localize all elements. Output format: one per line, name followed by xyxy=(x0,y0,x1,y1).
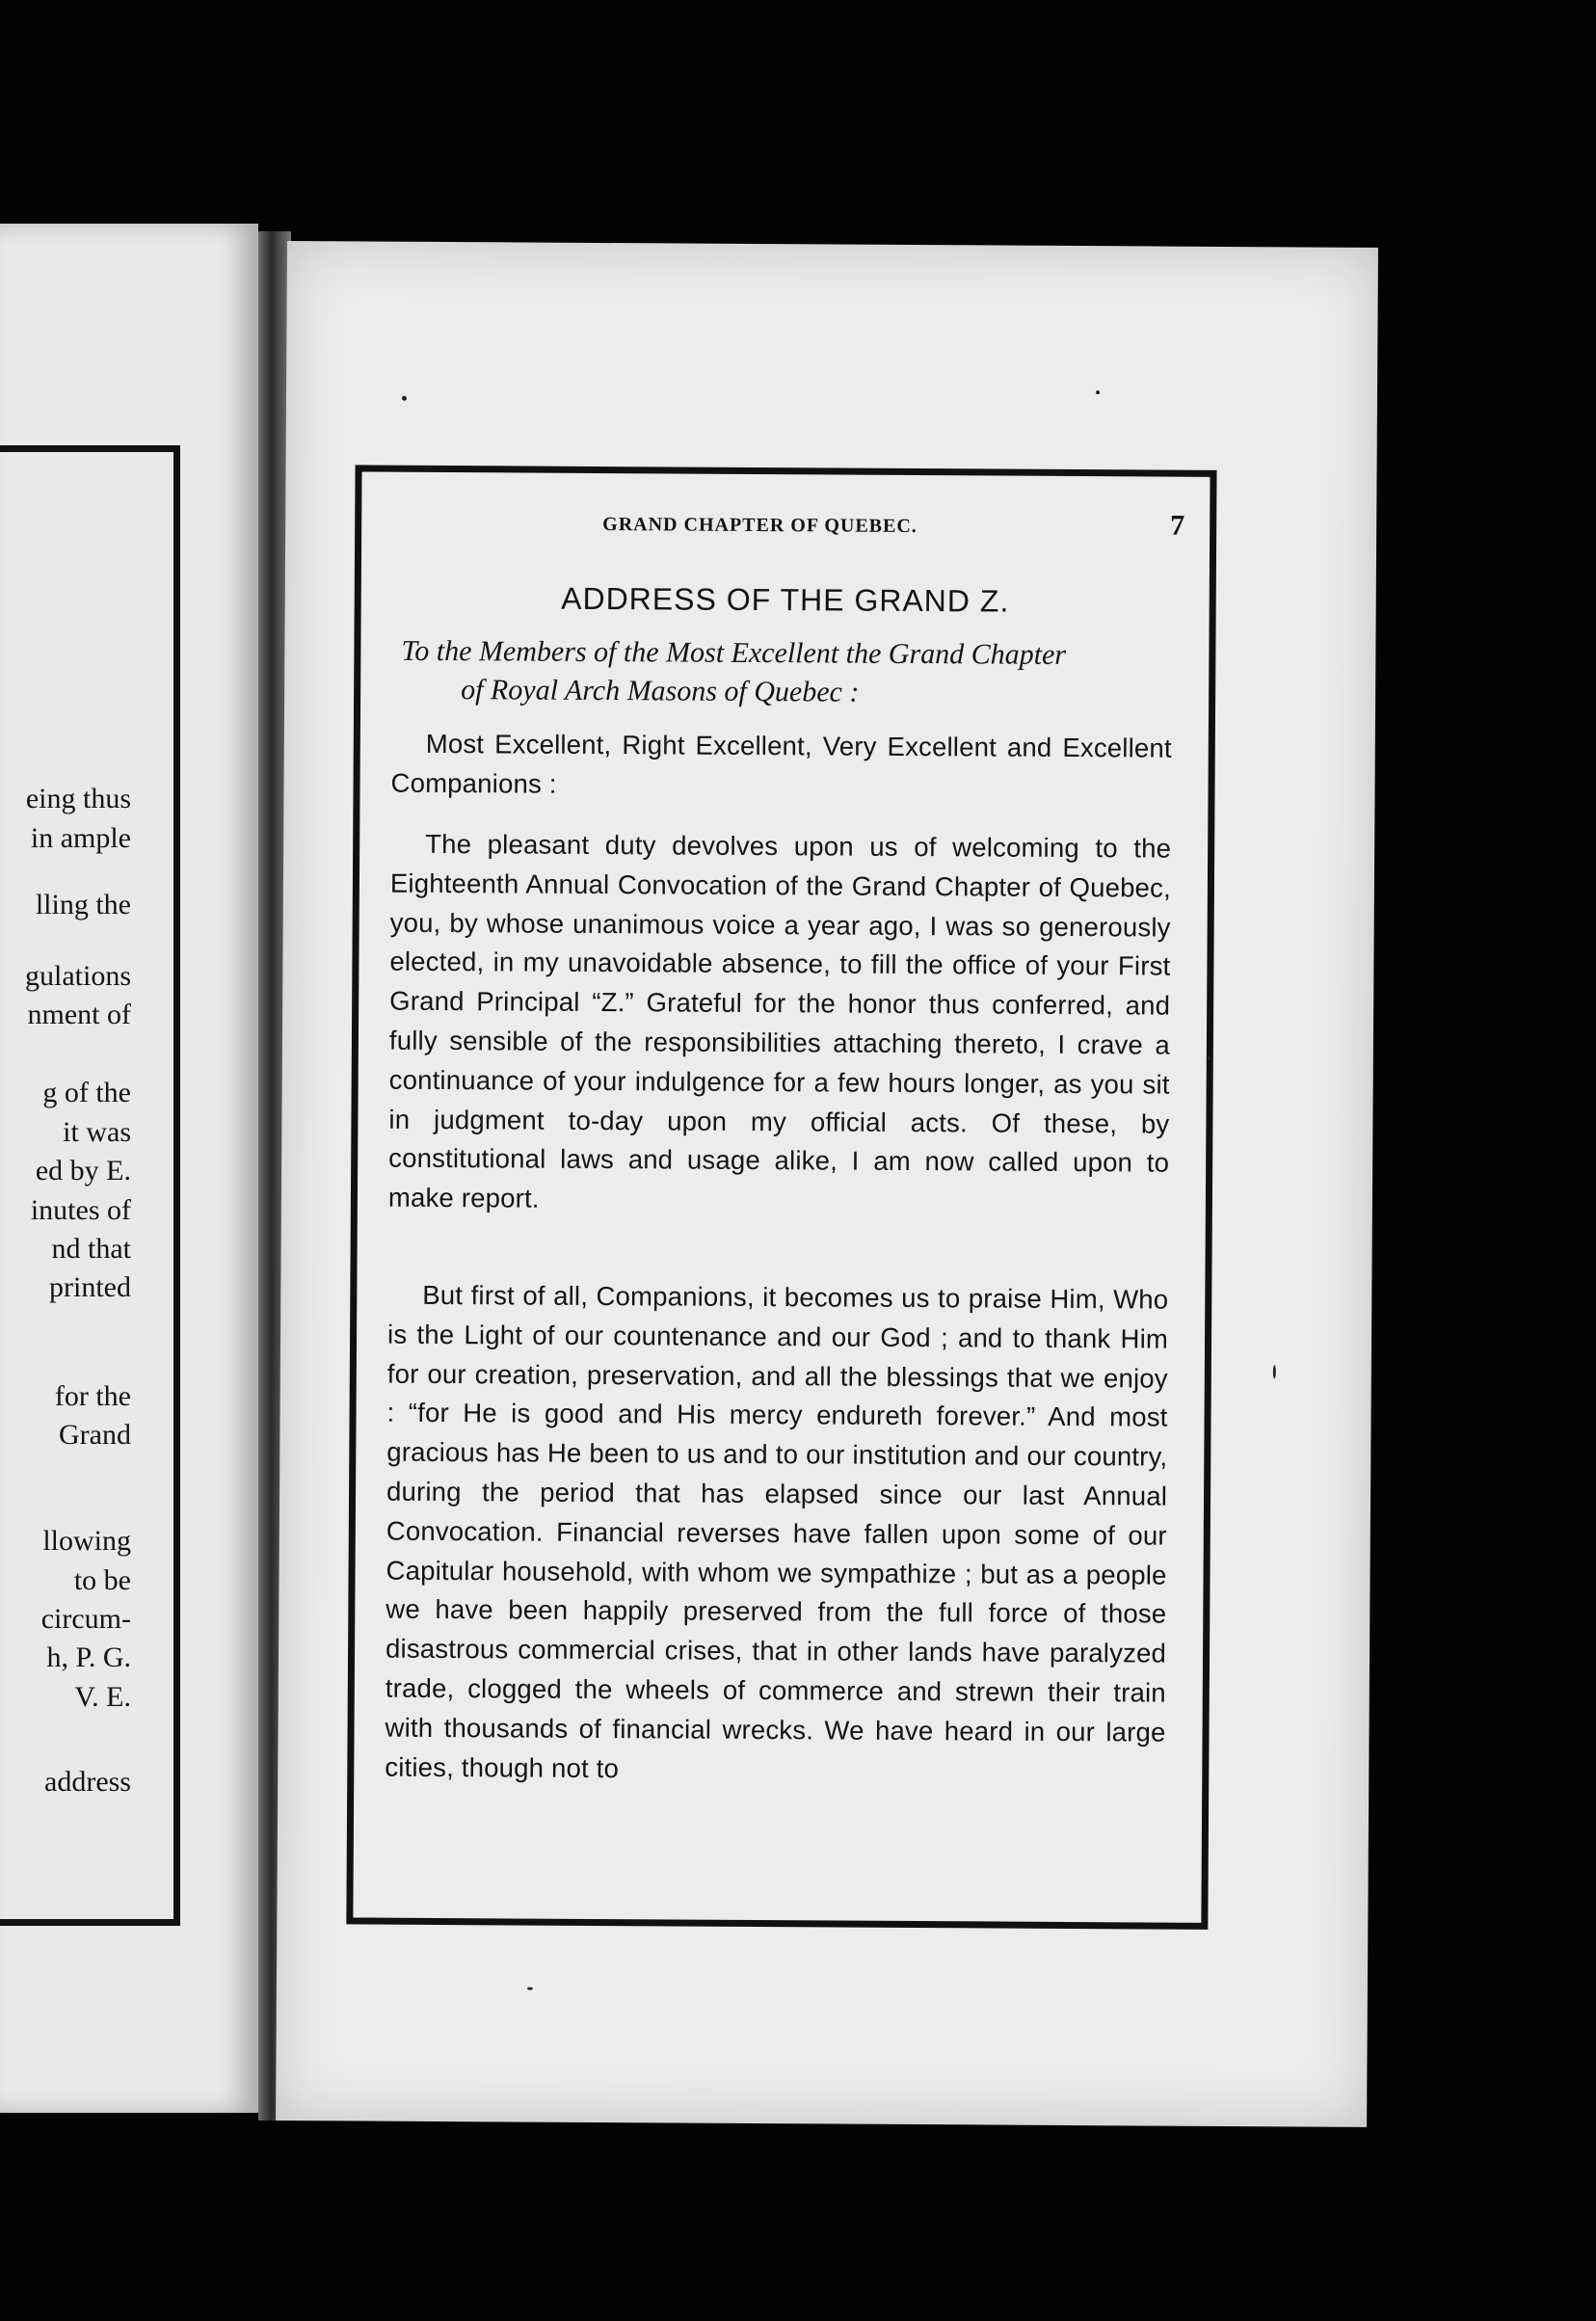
previous-page-line: circum- xyxy=(40,1603,131,1635)
running-title: GRAND CHAPTER OF QUEBEC. xyxy=(602,514,918,537)
companions-paragraph: Most Excellent, Right Excellent, Very Excellent and Excellent Companions : xyxy=(390,728,1172,799)
salutation-line: To the Members of the Most Excellent the Grand Chapter xyxy=(401,634,1067,671)
current-page xyxy=(276,241,1378,2127)
previous-page-line: nd that xyxy=(51,1233,131,1265)
dust-speck xyxy=(1096,390,1100,394)
previous-page-line: in ample xyxy=(30,822,131,854)
previous-page-line: it was xyxy=(63,1116,131,1148)
dust-speck xyxy=(527,1988,533,1990)
previous-page-line: V. E. xyxy=(74,1681,131,1713)
previous-page-line: eing thus xyxy=(25,783,131,814)
previous-page xyxy=(0,224,258,2113)
previous-page-line: lling the xyxy=(35,889,131,920)
previous-page-line: printed xyxy=(49,1271,131,1303)
previous-page-line: h, P. G. xyxy=(46,1641,131,1673)
welcome-paragraph: The pleasant duty devolves upon us of welcoming to the Eighteenth Annual Convocation of the Grand Chapter of Quebec, you, by whose unanimous voice a year ago, I was so generously elected, in my unavoidable absence, to fill the office of your First Grand Principal “Z.” Grateful for the honor thus conferred, and fully sensible of the responsibilities attaching thereto, I crave a continuance of your indulgence for a few hours longer, as you sit in judgment to-day upon my official acts. Of these, by constitutional laws and usage alike, I am now called upon to make report. xyxy=(387,828,1172,1214)
running-header xyxy=(361,504,1210,547)
previous-page-line: llowing xyxy=(42,1525,131,1557)
salutation-line: of Royal Arch Masons of Quebec : xyxy=(461,674,860,708)
salutation xyxy=(401,632,1182,714)
dust-speck xyxy=(1208,1056,1211,1060)
previous-page-line: Grand xyxy=(59,1419,131,1451)
previous-page-line: ed by E. xyxy=(35,1155,131,1187)
page-frame xyxy=(346,465,1216,1929)
page-number: 7 xyxy=(1170,509,1185,542)
previous-page-line: inutes of xyxy=(30,1194,131,1226)
previous-page-line: gulations xyxy=(25,960,131,992)
dust-speck xyxy=(402,396,407,401)
previous-page-line: to be xyxy=(73,1564,131,1596)
praise-paragraph: But first of all, Companions, it becomes us to praise Him, Who is the Light of our countenance and our God ; and to thank Him for our creation, preservation, and all the blessings that we enjoy : “for He is good and His mercy endureth forever.” And most gracious has He been to us and to our institution and our country, during the period that has elapsed since our last Annual Convocation. Financial reverses have fallen upon some of our Capitular household, with whom we sympathize ; but as a people we have been happily preserved from the full force of those disastrous commercial crises, that in other lands have paralyzed trade, clogged the wheels of commerce and strewn their train with thousands of financial wrecks. We have heard in our large cities, though not to xyxy=(385,1279,1169,1783)
previous-page-line: nment of xyxy=(27,999,131,1030)
address-heading: ADDRESS OF THE GRAND Z. xyxy=(561,580,1010,619)
previous-page-line: address xyxy=(44,1766,131,1798)
previous-page-line: for the xyxy=(54,1380,131,1412)
dust-speck xyxy=(1273,1365,1276,1378)
previous-page-line: g of the xyxy=(42,1077,131,1108)
